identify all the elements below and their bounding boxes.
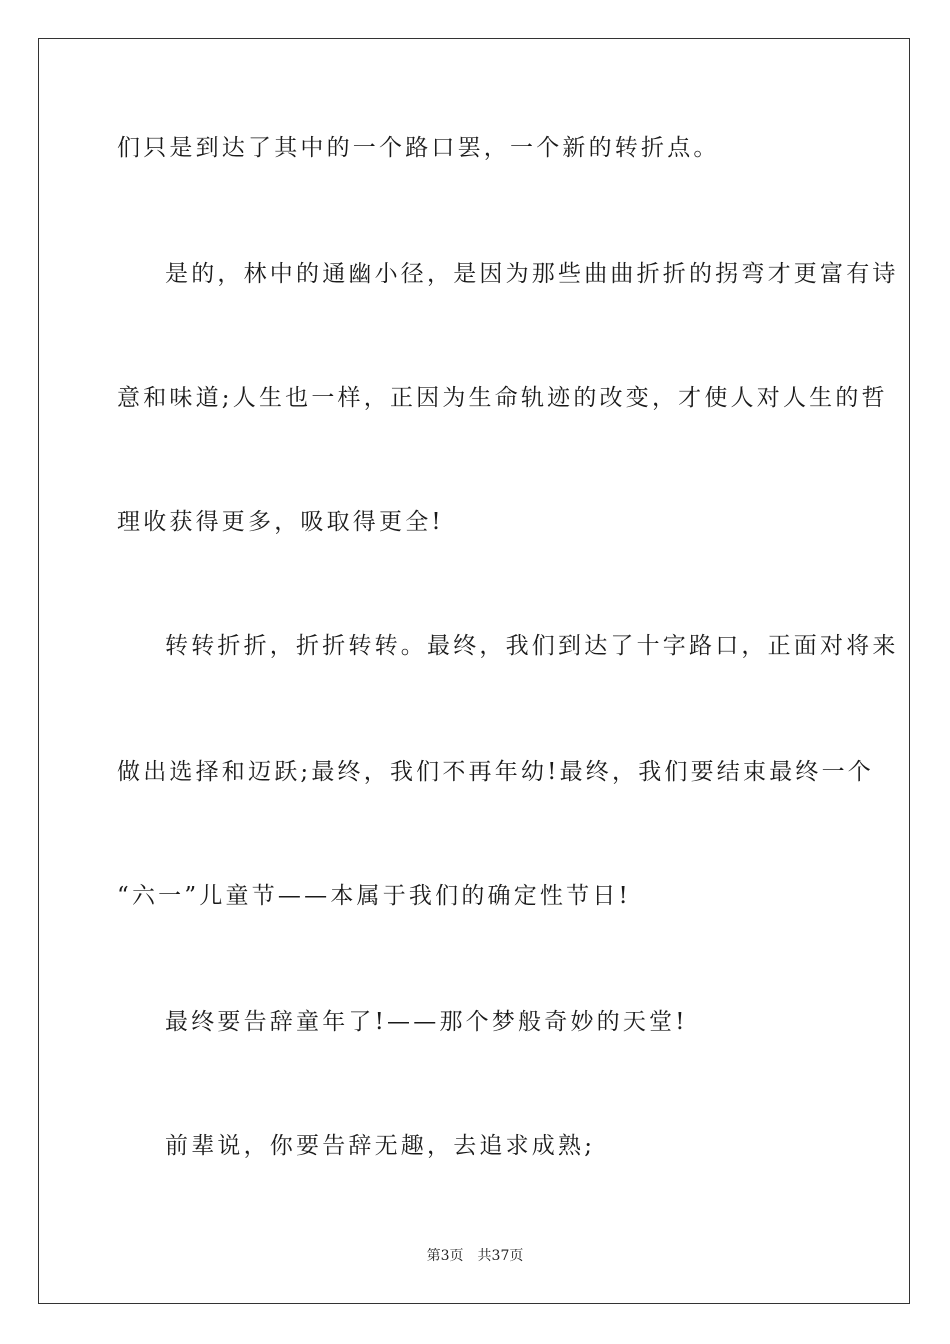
page-number: 第3页 — [426, 1248, 464, 1264]
text-line: 们只是到达了其中的一个路口罢，一个新的转折点。 — [117, 135, 720, 161]
paragraph-first-line: 转转折折，折折转转。最终，我们到达了十字路口，正面对将来 — [165, 633, 899, 659]
text-line: “六一”儿童节——本属于我们的确定性节日! — [117, 883, 631, 909]
paragraph-first-line: 是的，林中的通幽小径，是因为那些曲曲折折的拐弯才更富有诗 — [165, 261, 899, 287]
text-line: 意和味道;人生也一样，正因为生命轨迹的改变，才使人对人生的哲 — [117, 385, 888, 411]
page-total: 共37页 — [477, 1248, 524, 1264]
page-border — [38, 38, 910, 1304]
paragraph-first-line: 前辈说，你要告辞无趣，去追求成熟; — [165, 1133, 596, 1159]
paragraph-first-line: 最终要告辞童年了!——那个梦般奇妙的天堂! — [165, 1009, 688, 1035]
text-line: 做出选择和迈跃;最终，我们不再年幼!最终，我们要结束最终一个 — [117, 759, 874, 785]
page-footer — [0, 1246, 950, 1266]
text-line: 理收获得更多，吸取得更全! — [117, 509, 444, 535]
